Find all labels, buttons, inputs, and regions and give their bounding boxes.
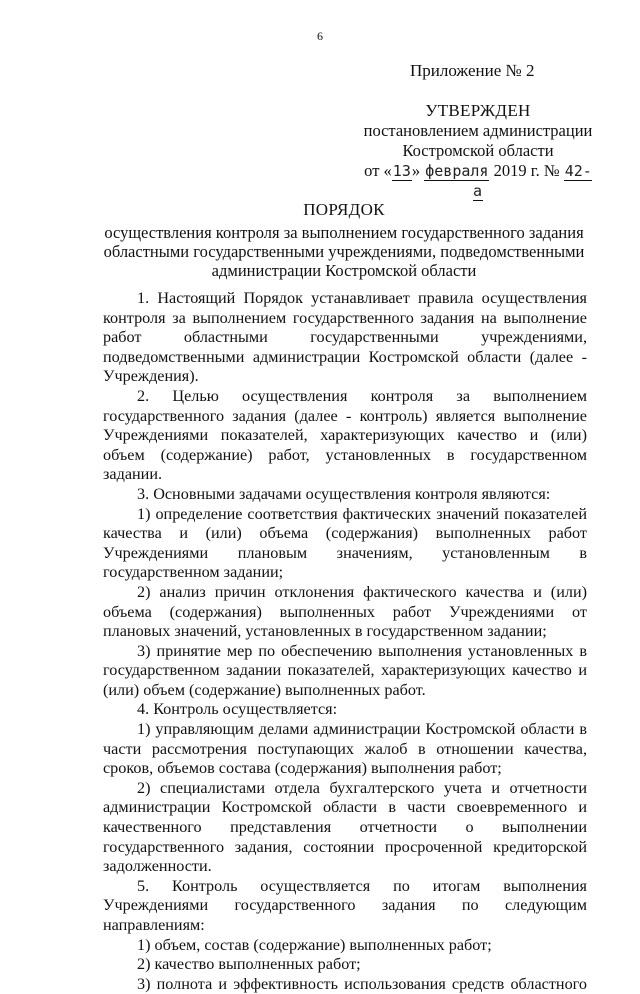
date-year: 2019 г. № [489,161,564,180]
approval-heading: УТВЕРЖДЕН [425,101,531,120]
paragraph: 5. Контроль осуществляется по итогам выполнения Учреждениями государственного задания по следующим направлениям: [103,876,587,934]
decree-number: 42-а [472,162,592,200]
paragraph: 1) объем, состав (содержание) выполненных работ; [137,935,492,954]
date-mid: » [411,161,425,180]
paragraph: 1. Настоящий Порядок устанавливает правила осуществления контроля за выполнением государственного задания на выполнение работ областными государственными учреждениями, подведомственными администрации Костромской области (далее - Учреждения). [103,289,587,386]
date-month: февраля [425,162,489,180]
title-heading: ПОРЯДОК [303,200,385,219]
approval-block [360,101,596,201]
paragraph: 2) специалистами отдела бухгалтерского учета и отчетности администрации Костромской области в части своевременного и качественного представления отчетности о выполнении государственного задания, состоянии просроченной кредиторской задолженности. [103,778,587,876]
paragraph: 3) полнота и эффективность использования средств областного [137,974,587,993]
paragraph: 2) качество выполненных работ; [137,955,361,974]
document-body [103,289,587,994]
approval-date-line [360,161,596,201]
paragraph: 1) управляющим делами администрации Костромской области в части рассмотрения поступающих жалоб в отношении качества, сроков, объемов состава (содержания) выполнения работ; [103,720,587,778]
paragraph: 3. Основными задачами осуществления контроля являются: [137,484,551,503]
paragraph: 1) определение соответствия фактических значений показателей качества и (или) объема (содержания) выполненных работ Учреждениями плановым значениям, установленным в государственном задании; [103,504,587,582]
page-number: 6 [317,29,323,43]
paragraph: 4. Контроль осуществляется: [137,700,338,719]
document-title [100,200,588,280]
paragraph: 3) принятие мер по обеспечению выполнения установленных в государственном задании показателей, характеризующих качество и (или) объем (содержание) выполненных работ. [103,641,587,699]
appendix-label: Приложение № 2 [410,61,535,80]
paragraph: 2) анализ причин отклонения фактического качества и (или) объема (содержания) выполненных работ Учреждениями от плановых значений, установленных в государственном задании; [103,582,587,641]
date-prefix: от « [364,161,392,180]
date-day: 13 [392,162,411,180]
approval-line-2: Костромской области [402,141,554,160]
title-subtitle: осуществления контроля за выполнением государственного задания областными государственными учреждениями, подведомственными администрации Костромской области [103,223,585,280]
paragraph: 2. Целью осуществления контроля за выполнением государственного задания (далее - контроль) является выполнение Учреждениями показателей, характеризующих качество и (или) объем (содержание) работ, установленных в государственном задании. [103,386,587,484]
approval-line-1: постановлением администрации [363,121,593,140]
